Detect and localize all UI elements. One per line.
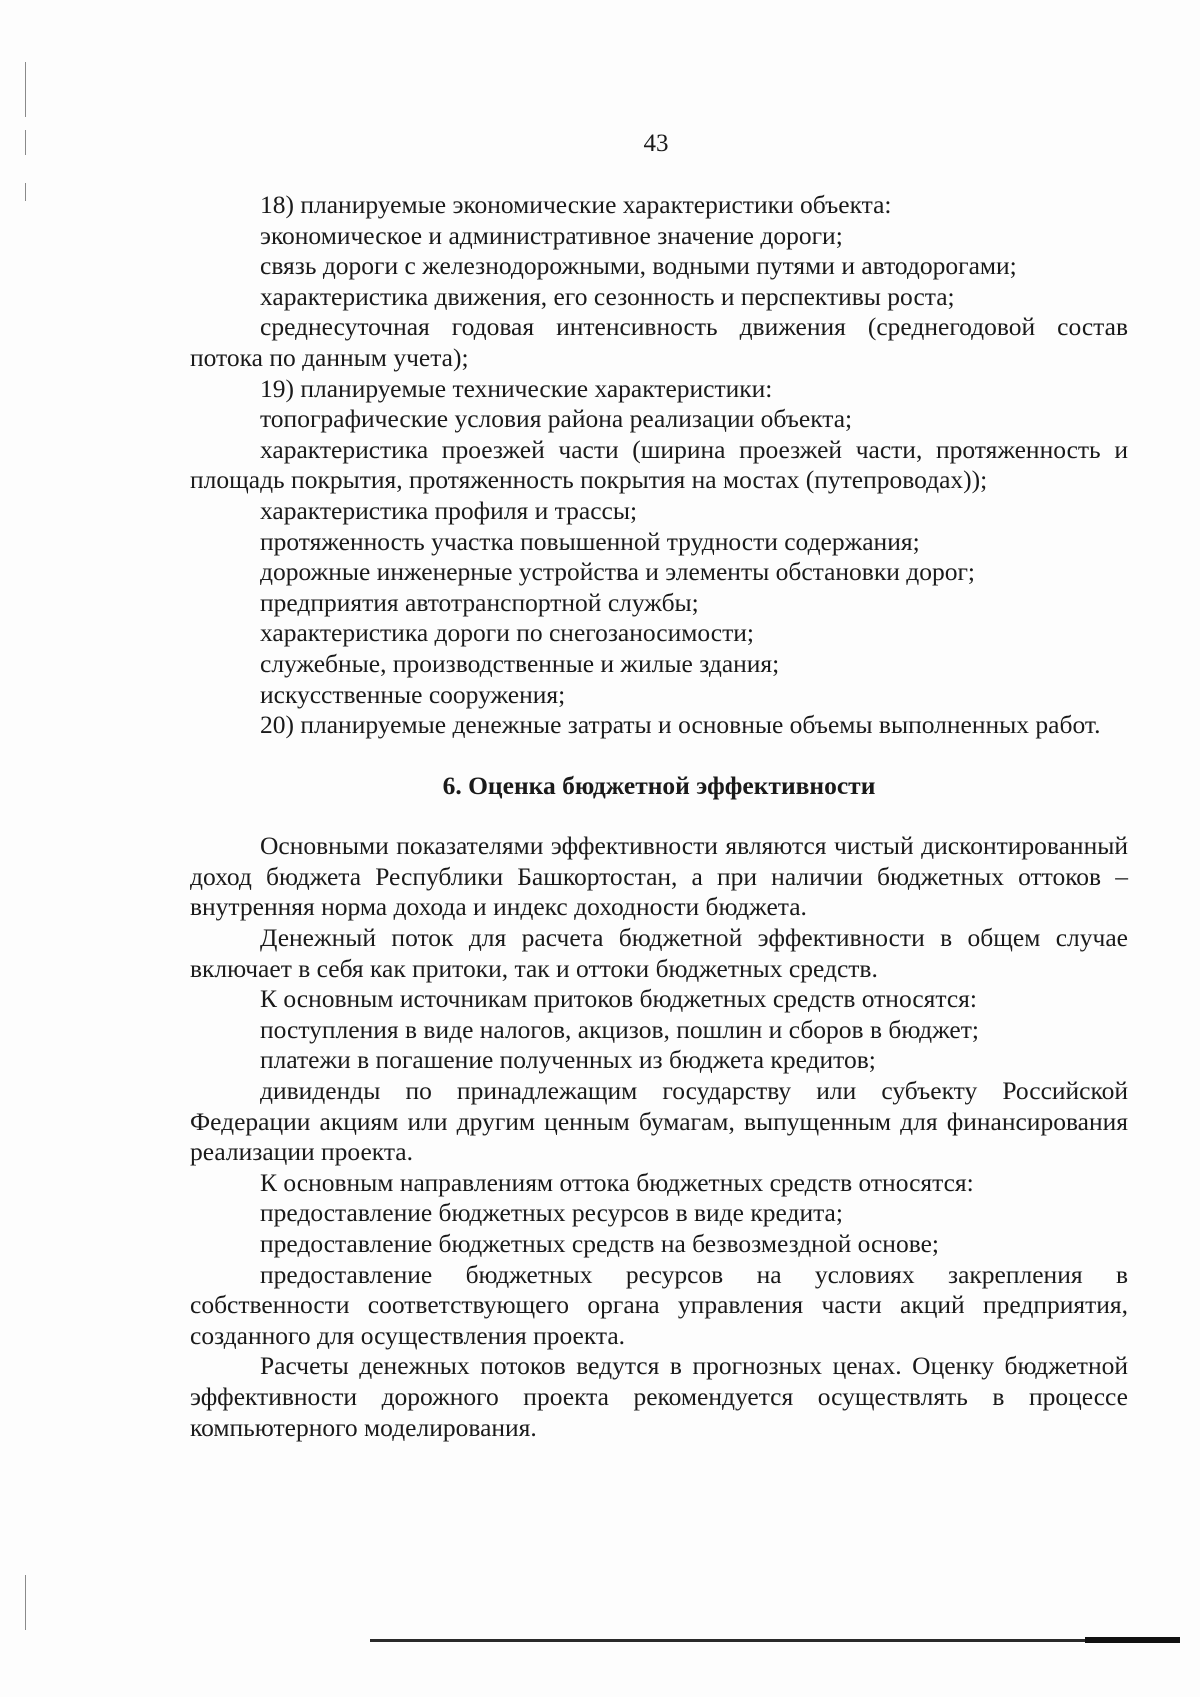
- paragraph: предоставление бюджетных ресурсов в виде кредита;: [260, 1198, 843, 1228]
- paragraph: поступления в виде налогов, акцизов, пошлин и сборов в бюджет;: [260, 1014, 979, 1044]
- paragraph: характеристика движения, его сезонность и перспективы роста;: [260, 281, 955, 311]
- paragraph: экономическое и административное значение дороги;: [260, 220, 843, 250]
- paragraph: дорожные инженерные устройства и элементы обстановки дорог;: [260, 557, 976, 587]
- scan-edge-mark: [25, 183, 26, 201]
- scan-edge-mark: [25, 1575, 26, 1630]
- page-number: 43: [643, 130, 669, 157]
- paragraph: связь дороги с железнодорожными, водными путями и автодорогами;: [260, 251, 1017, 281]
- paragraph: среднесуточная годовая интенсивность движения (среднегодовой состав потока по данным учета);: [190, 312, 1128, 372]
- paragraph: Основными показателями эффективности являются чистый дисконтированный доход бюджета Республики Башкортостан, а при наличии бюджетных оттоков – внутренняя норма дохода и индекс доходности бюджета.: [190, 831, 1128, 922]
- scan-edge-mark: [25, 62, 26, 117]
- document-body: [190, 190, 1128, 1443]
- paragraph: топографические условия района реализации объекта;: [260, 404, 853, 434]
- paragraph: предприятия автотранспортной службы;: [260, 587, 699, 617]
- footer-rule-thick: [1085, 1637, 1180, 1643]
- paragraph: протяженность участка повышенной трудности содержания;: [260, 526, 920, 556]
- paragraph: платежи в погашение полученных из бюджета кредитов;: [260, 1045, 876, 1075]
- paragraph: искусственные сооружения;: [260, 679, 566, 709]
- paragraph: 18) планируемые экономические характеристики объекта:: [260, 190, 892, 219]
- paragraph: К основным источникам притоков бюджетных средств относятся:: [260, 984, 977, 1014]
- paragraph: характеристика дороги по снегозаносимости;: [260, 618, 754, 648]
- paragraph: 19) планируемые технические характеристики:: [260, 373, 773, 403]
- paragraph: предоставление бюджетных ресурсов на условиях закрепления в собственности соответствующего органа управления части акций предприятия, созданного для осуществления проекта.: [190, 1259, 1128, 1350]
- section-heading: 6. Оценка бюджетной эффективности: [442, 770, 876, 800]
- paragraph: дивиденды по принадлежащим государству или субъекту Российской Федерации акциям или другим ценным бумагам, выпущенным для финансирования реализации проекта.: [190, 1076, 1128, 1167]
- paragraph: характеристика проезжей части (ширина проезжей части, протяженность и площадь покрытия, протяженность покрытия на мостах (путепроводах));: [190, 434, 1128, 495]
- paragraph: служебные, производственные и жилые здания;: [260, 648, 780, 678]
- paragraph: Денежный поток для расчета бюджетной эффективности в общем случае включает в себя как притоки, так и оттоки бюджетных средств.: [190, 923, 1128, 983]
- paragraph: Расчеты денежных потоков ведутся в прогнозных ценах. Оценку бюджетной эффективности дорожного проекта рекомендуется осуществлять в процессе компьютерного моделирования.: [190, 1351, 1128, 1442]
- paragraph: К основным направлениям оттока бюджетных средств относятся:: [260, 1167, 974, 1197]
- footer-rule: [370, 1639, 1180, 1642]
- paragraph: предоставление бюджетных средств на безвозмездной основе;: [260, 1229, 939, 1258]
- paragraph: характеристика профиля и трассы;: [260, 495, 638, 525]
- paragraph: 20) планируемые денежные затраты и основные объемы выполненных работ.: [260, 710, 1101, 740]
